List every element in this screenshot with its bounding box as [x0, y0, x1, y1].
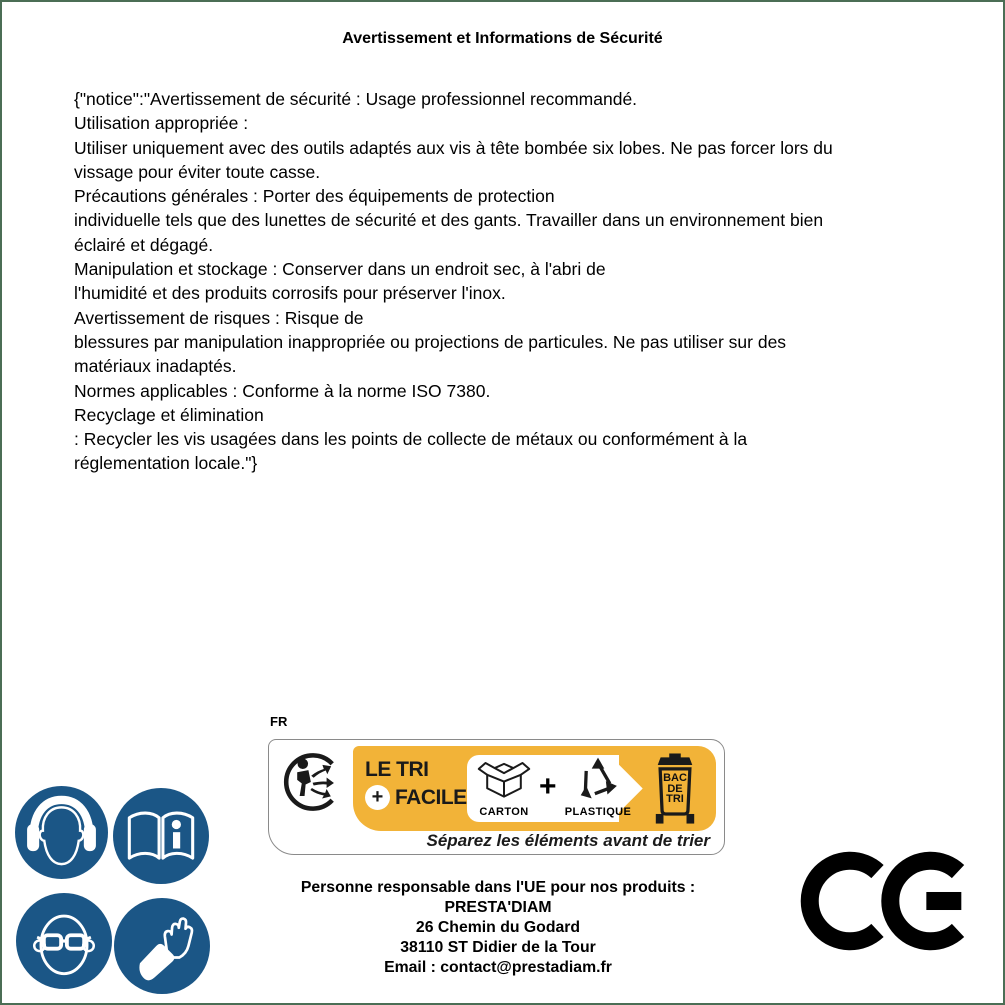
notice-line: Utiliser uniquement avec des outils adaptés aux vis à tête bombée six lobes. Ne pas forcer lors du — [74, 137, 833, 158]
notice-line: : Recycler les vis usagées dans les points de collecte de métaux ou conformément à la — [74, 429, 748, 450]
safety-pictograms — [15, 786, 215, 996]
sorting-tagline: Séparez les éléments avant de trier — [426, 831, 710, 850]
notice-line: Utilisation appropriée : — [74, 113, 249, 134]
material-carton — [473, 758, 535, 818]
bin-label: BAC DE TRI — [663, 772, 687, 805]
read-instruction-manual-icon — [113, 788, 209, 884]
notice-line: Avertissement de risques : Risque de — [74, 307, 364, 328]
carton-box-icon — [474, 787, 534, 804]
wear-ear-protection-icon — [15, 786, 108, 879]
eu-responsible-block — [268, 878, 728, 978]
notice-line: vissage pour éviter toute casse. — [74, 161, 321, 182]
country-code-label: FR — [270, 714, 288, 729]
notice-line: Normes applicables : Conforme à la norme ISO 7380. — [74, 380, 491, 401]
notice-line: {"notice":"Avertissement de sécurité : Usage professionnel recommandé. — [74, 89, 638, 109]
wear-protective-gloves-icon — [114, 898, 210, 994]
triman-icon — [279, 747, 349, 817]
plus-badge: + — [365, 785, 390, 810]
sorting-bin-icon — [651, 750, 699, 828]
notice-line: réglementation locale."} — [74, 453, 258, 474]
contact-email: Email : contact@prestadiam.fr — [384, 959, 612, 976]
notice-line: éclairé et dégagé. — [74, 234, 214, 255]
headline-line1: LE TRI — [365, 758, 429, 781]
safety-notice-text — [74, 87, 963, 476]
sorting-banner — [353, 746, 716, 831]
sorting-headline — [365, 758, 467, 810]
notice-line: blessures par manipulation inappropriée ou projections de particules. Ne pas utiliser sur des — [74, 331, 787, 352]
notice-line: l'humidité et des produits corrosifs pour préserver l'inox. — [74, 283, 506, 304]
recycling-triangle-icon — [575, 787, 621, 804]
notice-line: Recyclage et élimination — [74, 404, 264, 425]
address-line: 26 Chemin du Godard — [415, 919, 581, 936]
address-line: 38110 ST Didier de la Tour — [400, 939, 596, 956]
notice-line: Manipulation et stockage : Conserver dans un endroit sec, à l'abri de — [74, 259, 606, 280]
material-label: CARTON — [479, 806, 529, 818]
wear-eye-protection-icon — [16, 893, 112, 989]
responsible-intro: Personne responsable dans l'UE pour nos produits : — [300, 879, 696, 896]
material-label: PLASTIQUE — [564, 806, 632, 818]
recycling-sorting-label — [268, 739, 725, 855]
headline-line2: FACILE — [395, 785, 467, 809]
ce-marking-icon — [800, 848, 970, 959]
company-name: PRESTA'DIAM — [444, 899, 552, 916]
notice-line: matériaux inadaptés. — [74, 356, 237, 377]
plus-separator: + — [539, 770, 557, 803]
material-plastique — [563, 756, 633, 818]
page-title: Avertissement et Informations de Sécurité — [342, 30, 663, 47]
notice-line: Précautions générales : Porter des équipements de protection — [74, 186, 555, 207]
notice-line: individuelle tels que des lunettes de sécurité et des gants. Travailler dans un environnement bien — [74, 210, 824, 231]
